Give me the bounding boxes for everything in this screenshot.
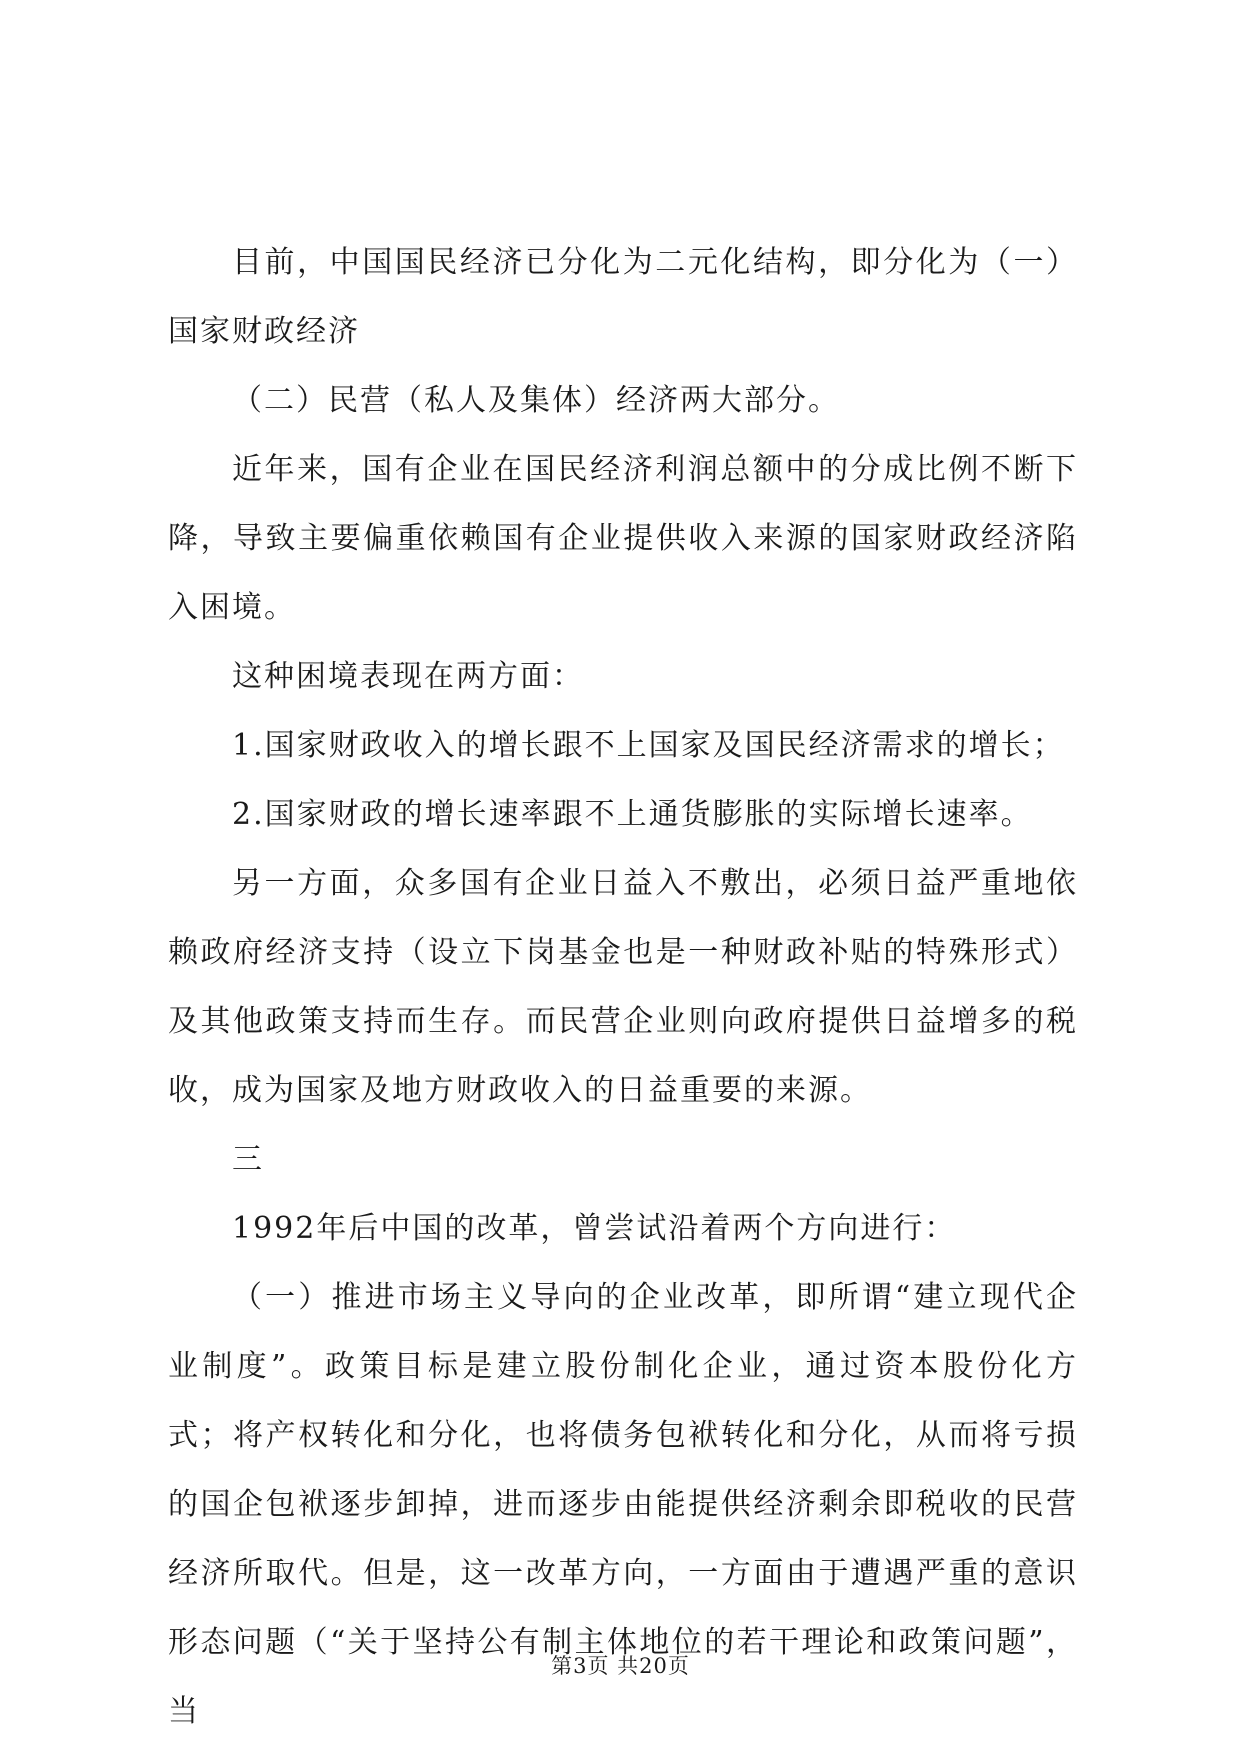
paragraph-reform-direction-1: （一）推进市场主义导向的企业改革，即所谓“建立现代企业制度”。政策目标是建立股份制化企业，通过资本股份化方式；将产权转化和分化，也将债务包袱转化和分化，从而将亏损的国企包袱逐步卸掉，进而逐步由能提供经济剩余即税收的民营经济所取代。但是，这一改革方向，一方面由于遭遇严重的意识形态问题（“关于坚持公有制主体地位的若干理论和政策问题”，当 [168,1280,1078,1729]
paragraph-other-side: 另一方面，众多国有企业日益入不敷出，必须日益严重地依赖政府经济支持（设立下岗基金也是一种财政补贴的特殊形式）及其他政策支持而生存。而民营企业则向政府提供日益增多的税收，成为国家及地方财政收入的日益重要的来源。 [168,866,1078,1108]
paragraph-private-economy: （二）民营（私人及集体）经济两大部分。 [232,383,840,418]
document-body [168,228,1078,1746]
paragraph-point-2: 2.国家财政的增长速率跟不上通货膨胀的实际增长速率。 [232,797,1033,832]
paragraph-dilemma-intro: 这种困境表现在两方面： [232,659,584,694]
paragraph-point-1: 1.国家财政收入的增长跟不上国家及国民经济需求的增长； [232,728,1065,763]
paragraph-dual-structure: 目前，中国国民经济已分化为二元化结构，即分化为（一）国家财政经济 [168,245,1078,349]
section-heading-three: 三 [232,1142,264,1177]
paragraph-recent-years: 近年来，国有企业在国民经济利润总额中的分成比例不断下降，导致主要偏重依赖国有企业提供收入来源的国家财政经济陷入困境。 [168,452,1078,625]
page-number-footer: 第3页 共20页 [551,1654,690,1678]
paragraph-reform-1992: 1992年后中国的改革，曾尝试沿着两个方向进行： [232,1211,957,1246]
